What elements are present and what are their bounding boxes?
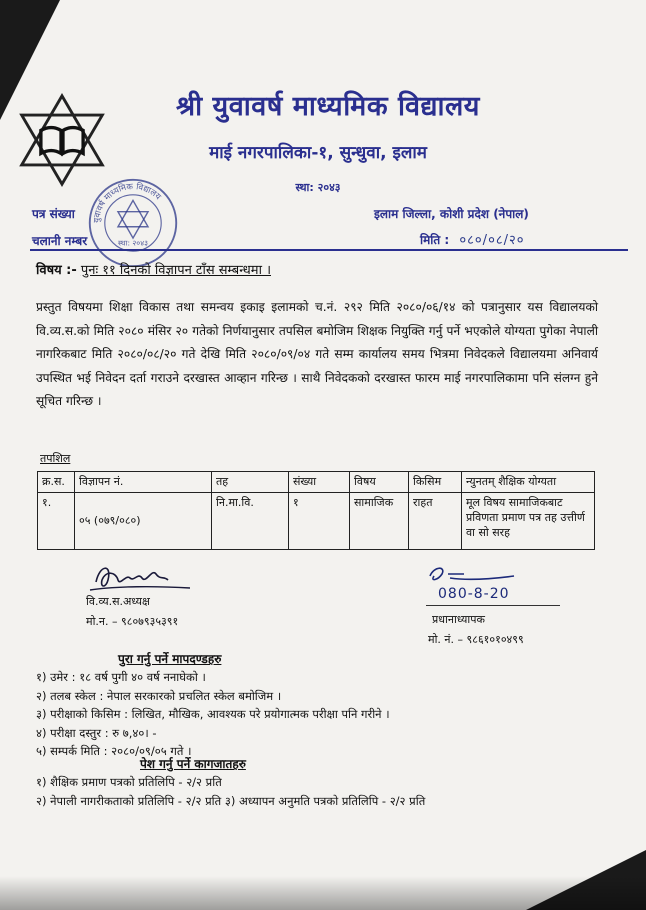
table-row: [38, 493, 595, 550]
established-year: स्था: २०४३: [295, 181, 341, 194]
issue-date: [420, 230, 525, 248]
list-item: २) तलब स्केल : नेपाल सरकारको प्रचलित स्केल बमोजिम ।: [36, 688, 282, 703]
list-item: ४) परीक्षा दस्तुर : रु ७,४०। -: [36, 725, 157, 740]
col-count: संख्या: [289, 472, 350, 493]
col-ad-number: विज्ञापन नं.: [75, 472, 212, 493]
signature-date: 080-8-20: [438, 586, 510, 602]
svg-text:युवावर्ष माध्यमिक विद्यालय: [91, 181, 164, 223]
school-address: माई नगरपालिका-१, सुन्धुवा, इलाम: [209, 143, 427, 163]
seal-top-text: युवावर्ष माध्यमिक विद्यालय: [91, 181, 164, 224]
headteacher-phone: मो. नं. – ९८६१०१०४९९: [428, 633, 524, 646]
seal-bottom-text: स्था: २०४३: [117, 238, 149, 248]
documents-list: [36, 773, 425, 811]
list-item: ३) परीक्षाको किसिम : लिखित, मौखिक, आवश्यक परे प्रयोगात्मक परीक्षा पनि गरीने ।: [36, 707, 390, 721]
date-value: ०८०/०८/२०: [459, 233, 525, 248]
table-header-row: [38, 472, 595, 493]
col-serial: क्र.स.: [38, 472, 75, 493]
school-seal-stamp: [86, 176, 180, 270]
chair-signature: [86, 558, 196, 594]
col-level: तह: [212, 472, 289, 493]
details-heading: तपशिल: [40, 452, 71, 465]
notice-body: प्रस्तुत विषयमा शिक्षा विकास तथा समन्वय इकाइ इलामको च.नं. २९२ मिति २०८०/०६/१४ को पत्रानुसार यस विद्यालयको वि.व्य.स.को मिति २०८० मंसिर २० गतेको निर्णयानुसार तपसिल बमोजिम शिक्षक नियुक्ति गर्नु पर्ने भएकोले योग्यता पुगेका नेपाली नागरिकबाट मिति २०८०/०८/२० गते देखि मिति २०८०/०९/०४ गते सम्म कार्यालय समय भित्रमा निवेदकले विद्यालयमा अनिवार्य उपस्थित भई निवेदन दर्ता गराउने दरखास्त आव्हान गरिन्छ । साथै निवेदकको दरखास्त फारम माई नगरपालिकामा पनि संलग्न हुने सूचित गरिन्छ ।: [36, 300, 598, 409]
list-item: २) नेपाली नागरीकताको प्रतिलिपि - २/२ प्रति ३) अध्यापन अनुमति पत्रको प्रतिलिपि - २/२ प्रति: [36, 794, 426, 808]
requirements-list: [36, 668, 390, 761]
cell-type: राहत: [409, 493, 462, 550]
list-item: १) शैक्षिक प्रमाण पत्रको प्रतिलिपि - २/२ प्रति: [36, 775, 222, 789]
col-subject: विषय: [350, 472, 409, 493]
list-item: १) उमेर : १८ वर्ष पुगी ४० वर्ष ननाघेको ।: [36, 670, 206, 684]
vacancy-table: [37, 471, 595, 550]
col-qualification: न्युनतम् शैक्षिक योग्यता: [462, 472, 595, 493]
cell-ad-number: [75, 493, 212, 550]
documents-title: पेश गर्नु पर्ने कागजातहरु: [140, 757, 246, 771]
chair-title: वि.व्य.स.अध्यक्ष: [86, 595, 150, 608]
ad-number-text: ०५ (०७९/०८०): [79, 514, 141, 527]
letter-number-label: पत्र संख्या: [32, 207, 75, 221]
headteacher-title: प्रधानाध्यापक: [432, 613, 485, 626]
district-province: इलाम जिल्ला, कोशी प्रदेश (नेपाल): [374, 207, 529, 221]
cell-serial: १.: [38, 493, 75, 550]
requirements-title: पुरा गर्नु पर्ने मापदण्डहरु: [118, 652, 222, 666]
date-label: मिति :: [420, 233, 450, 247]
school-logo-icon: [14, 92, 110, 188]
chair-phone: मो.न. – ९८०७९३५३९१: [86, 615, 179, 628]
cell-qualification: मूल विषय सामाजिकबाट प्रविणता प्रमाण पत्र तह उत्तीर्ण वा सो सरह: [462, 493, 595, 550]
subject-text: पुनः ११ दिनको विज्ञापन टाँस सम्बन्धमा ।: [80, 263, 271, 278]
dispatch-number-label: चलानी नम्बर: [32, 234, 88, 248]
cell-count: १: [289, 493, 350, 550]
cell-subject: सामाजिक: [350, 493, 409, 550]
scan-shadow-bottom: [0, 876, 646, 910]
cell-level: नि.मा.वि.: [212, 493, 289, 550]
subject-line: [36, 260, 271, 278]
subject-label: विषय :-: [36, 263, 77, 278]
col-type: किसिम: [409, 472, 462, 493]
list-item: ५) सम्पर्क मिति : २०८०/०९/०५ गते ।: [36, 744, 192, 758]
signature-line: [426, 605, 560, 606]
school-name: श्री युवावर्ष माध्यमिक विद्यालय: [176, 91, 480, 122]
